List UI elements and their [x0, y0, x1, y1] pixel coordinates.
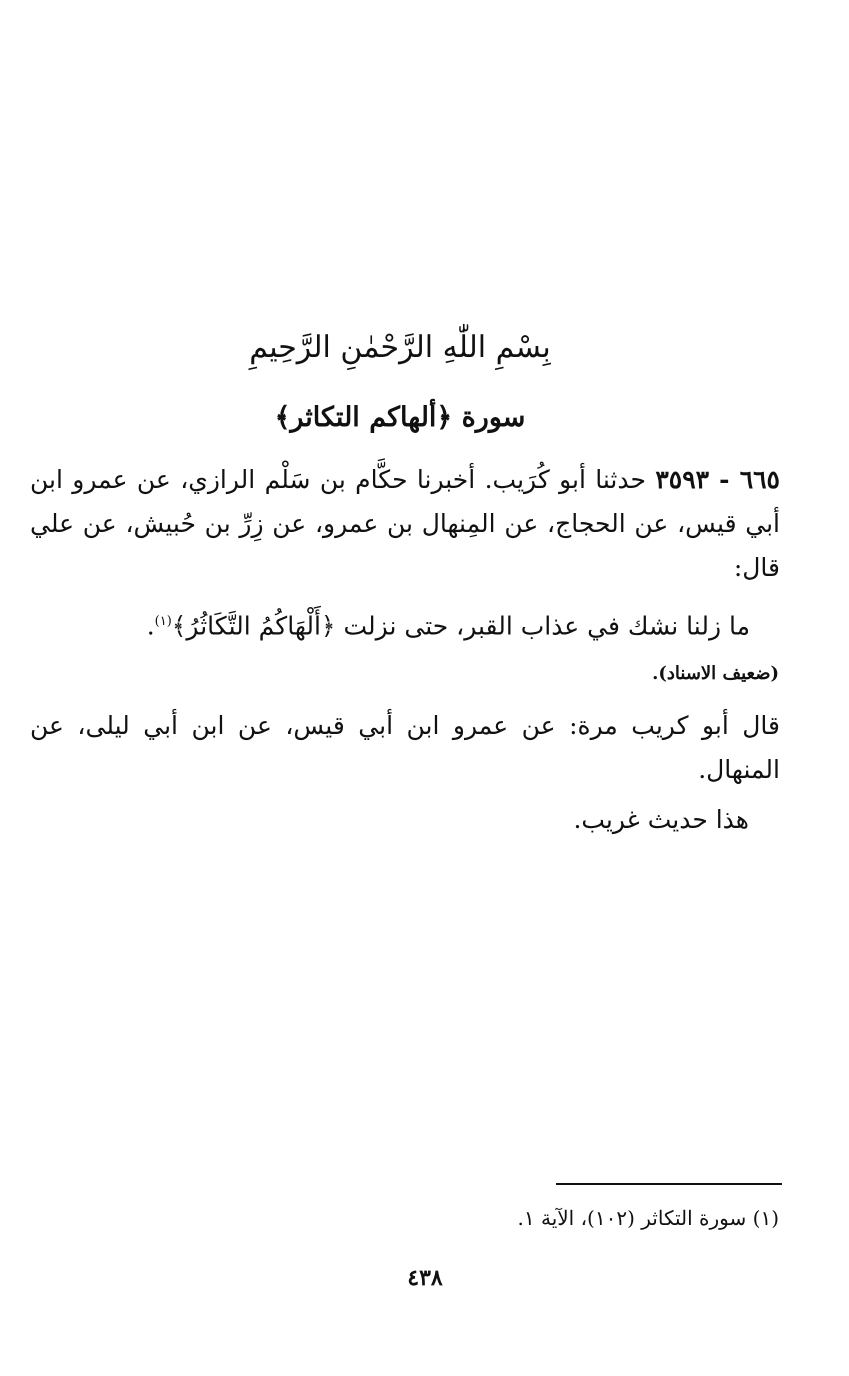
page-number: ٤٣٨: [407, 1265, 443, 1291]
hadith-quote-end: .: [146, 611, 155, 641]
footnote: (١) سورة التكاثر (١٠٢)، الآية ١.: [517, 1206, 779, 1230]
hadith-number: ٦٦٥ - ٣٥٩٣: [655, 465, 780, 494]
surah-title: سورة ﴿ألهاكم التكاثر﴾: [274, 402, 526, 433]
narrator-note: قال أبو كريب مرة: عن عمرو ابن أبي قيس، عن ابن أبي ليلى، عن المنهال.: [30, 711, 780, 784]
closing-remark: هذا حديث غريب.: [573, 805, 749, 834]
hadith-grade: (ضعيف الاسناد).: [652, 663, 779, 684]
hadith-quote-text: ما زلنا نشك في عذاب القبر، حتى نزلت ﴿أَلْهَاكُمُ التَّكَاثُرُ﴾: [171, 611, 750, 641]
hadith-quote: [60, 600, 750, 648]
hadith-chain: حدثنا أبو كُرَيب. أخبرنا حكَّام بن سَلْم الرازي، عن عمرو ابن أبي قيس، عن الحجاج، عن المِنهال بن عمرو، عن زِرِّ بن حُبيش، عن علي قال:: [30, 465, 780, 582]
footnote-divider: [556, 1183, 782, 1185]
basmala-calligraphy: بِسْمِ اللّٰهِ الرَّحْمٰنِ الرَّحِيمِ: [249, 330, 551, 365]
hadith-paragraph: [30, 458, 780, 590]
footnote-reference: (١): [154, 614, 172, 629]
